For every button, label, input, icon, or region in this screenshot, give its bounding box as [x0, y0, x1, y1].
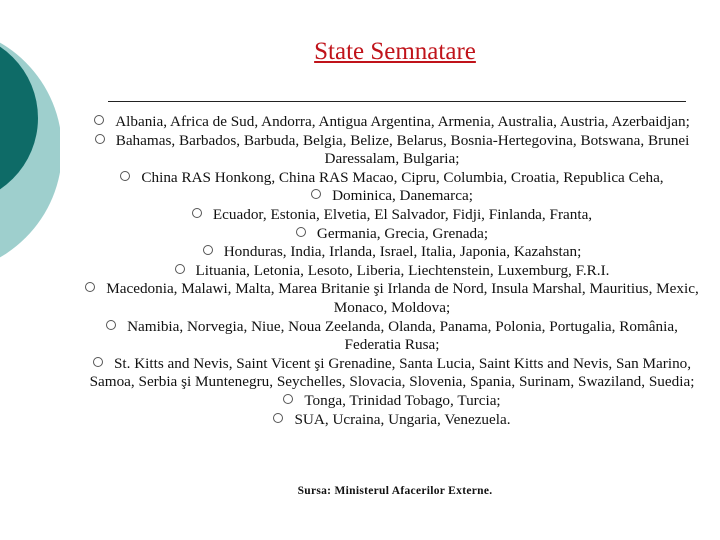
- circle-bullet-icon: [106, 320, 116, 330]
- list-item: [82, 280, 702, 317]
- list-item-text: Tonga, Trinidad Tobago, Turcia;: [304, 391, 501, 409]
- list-item-text: China RAS Honkong, China RAS Macao, Cipru, Columbia, Croatia, Republica Ceha,: [141, 168, 664, 186]
- list-item-text: Germania, Grecia, Grenada;: [316, 224, 489, 242]
- page-title: State Semnatare: [314, 38, 476, 65]
- circle-bullet-icon: [296, 227, 306, 237]
- list-item: [82, 169, 702, 188]
- list-item-text: Ecuador, Estonia, Elvetia, El Salvador, Fidji, Finlanda, Franta,: [212, 205, 593, 223]
- list-item-text: Bahamas, Barbados, Barbuda, Belgia, Belize, Belarus, Bosnia-Hertegovina, Botswana, Brunei Daressalam, Bulgaria;: [115, 131, 690, 168]
- list-item: [82, 206, 702, 225]
- circle-bullet-icon: [311, 189, 321, 199]
- list-item-text: Namibia, Norvegia, Niue, Noua Zeelanda, Olanda, Panama, Polonia, Portugalia, România, Federatia Rusa;: [127, 317, 678, 354]
- list-item-text: Lituania, Letonia, Lesoto, Liberia, Liechtenstein, Luxemburg, F.R.I.: [195, 261, 610, 279]
- circle-bullet-icon: [192, 208, 202, 218]
- list-item: [82, 392, 702, 411]
- title-divider: [108, 101, 686, 102]
- circle-bullet-icon: [203, 245, 213, 255]
- circle-bullet-icon: [95, 134, 105, 144]
- list-item: [82, 262, 702, 281]
- circle-bullet-icon: [85, 282, 95, 292]
- list-item: [82, 225, 702, 244]
- list-item-text: Honduras, India, Irlanda, Israel, Italia, Japonia, Kazahstan;: [223, 243, 582, 261]
- list-item: [82, 113, 702, 132]
- circle-bullet-icon: [283, 394, 293, 404]
- list-item-text: St. Kitts and Nevis, Saint Vicent şi Grenadine, Santa Lucia, Saint Kitts and Nevis, San Marino, Samoa, Serbia şi Muntenegru, Seychelles, Slovacia, Slovenia, Spania, Surinam, Swaziland, Suedia;: [89, 354, 695, 391]
- list-item-text: SUA, Ucraina, Ungaria, Venezuela.: [294, 410, 511, 428]
- circle-bullet-icon: [93, 357, 103, 367]
- list-item: [82, 243, 702, 262]
- circle-bullet-icon: [273, 413, 283, 423]
- list-item: [82, 187, 702, 206]
- country-list: [82, 113, 702, 429]
- list-item: [82, 411, 702, 430]
- list-item-text: Albania, Africa de Sud, Andorra, Antigua Argentina, Armenia, Australia, Austria, Azerbaidjan;: [115, 113, 690, 130]
- list-item-text: Dominica, Danemarca;: [332, 187, 473, 205]
- source-note: Sursa: Ministerul Afacerilor Externe.: [297, 485, 493, 497]
- list-item: [82, 132, 702, 169]
- circle-bullet-icon: [94, 115, 104, 125]
- circle-bullet-icon: [120, 171, 130, 181]
- circle-bullet-icon: [175, 264, 185, 274]
- list-item-text: Macedonia, Malawi, Malta, Marea Britanie şi Irlanda de Nord, Insula Marshal, Mauritius, Mexic, Monaco, Moldova;: [106, 280, 699, 316]
- list-item: [82, 318, 702, 355]
- list-item: [82, 355, 702, 392]
